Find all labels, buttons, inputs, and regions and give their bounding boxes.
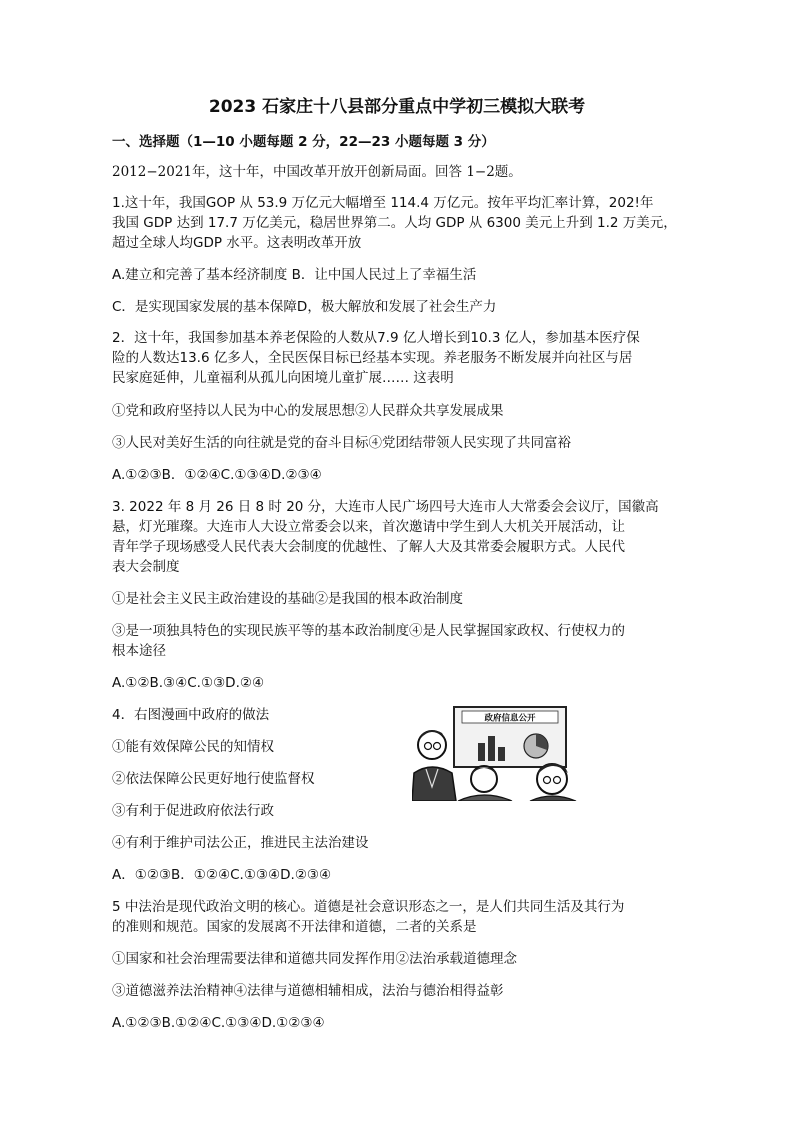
q3-statements-2b: 根本途径 bbox=[112, 643, 166, 659]
intro-text: 2012−2021年，这十年，中国改革开放开创新局面。回答 1−2题。 bbox=[112, 164, 522, 180]
q5-line-1: 5 中法治是现代政治文明的核心。道德是社会意识形态之一，是人们共同生活及其行为 bbox=[112, 899, 625, 915]
q2-line-1: 2．这十年，我国参加基本养老保险的人数从7.9 亿人增长到10.3 亿人，参加基本医疗保 bbox=[112, 330, 640, 346]
q1-line-2: 我国 GDP 达到 17.7 万亿美元，稳居世界第二。人均 GDP 从 6300 美元上升到 1.2 万美元， bbox=[112, 215, 677, 231]
q5-options: A.①②③B.①②④C.①③④D.①②③④ bbox=[112, 1015, 325, 1031]
q5-statements-1: ①国家和社会治理需要法律和道德共同发挥作用②法治承载道德理念 bbox=[112, 951, 517, 967]
q3-line-3: 青年学子现场感受人民代表大会制度的优越性、了解人大及其常委会履职方式。人民代 bbox=[112, 539, 625, 555]
q4-statement-4: ④有利于维护司法公正，推进民主法治建设 bbox=[112, 835, 369, 851]
section-heading: 一、选择题（1—10 小题每题 2 分，22—23 小题每题 3 分） bbox=[112, 134, 495, 150]
q5-line-2: 的准则和规范。国家的发展离不开法律和道德，二者的关系是 bbox=[112, 919, 477, 935]
q4-stem: 4．右图漫画中政府的做法 bbox=[112, 707, 270, 723]
exam-title: 2023 石家庄十八县部分重点中学初三模拟大联考 bbox=[208, 97, 586, 117]
q1-line-1: 1.这十年，我国GOP 从 53.9 万亿元大幅增至 114.4 万亿元。按年平均汇率计算，202!年 bbox=[112, 195, 654, 211]
q1-options-ab: A.建立和完善了基本经济制度 B．让中国人民过上了幸福生活 bbox=[112, 267, 477, 283]
cartoon-board-text: 政府信息公开 bbox=[484, 713, 536, 724]
board-bar-icon bbox=[478, 743, 485, 761]
q3-line-2: 悬，灯光璀璨。大连市人大设立常委会以来，首次邀请中学生到人大机关开展活动，让 bbox=[112, 519, 625, 535]
q4-statement-3: ③有利于促进政府依法行政 bbox=[112, 803, 274, 819]
q4-options: A．①②③B．①②④C.①③④D.②③④ bbox=[112, 867, 332, 883]
q2-options: A.①②③B．①②④C.①③④D.②③④ bbox=[112, 467, 322, 483]
board-bar-icon-3 bbox=[498, 747, 505, 761]
person-middle-body-icon bbox=[458, 795, 512, 801]
government-info-cartoon bbox=[412, 703, 578, 801]
q3-options: A.①②B.③④C.①③D.②④ bbox=[112, 675, 265, 691]
q2-line-2: 险的人数达13.6 亿多人，全民医保目标已经基本实现。养老服务不断发展并向社区与居 bbox=[112, 350, 633, 366]
q1-options-cd: C．是实现国家发展的基本保障D，极大解放和发展了社会生产力 bbox=[112, 299, 497, 315]
q1-line-3: 超过全球人均GDP 水平。这表明改革开放 bbox=[112, 235, 362, 251]
board-bar-icon-2 bbox=[488, 736, 495, 761]
person-right-body-icon bbox=[530, 796, 576, 801]
q2-statements-2: ③人民对美好生活的向往就是党的奋斗目标④党团结带领人民实现了共同富裕 bbox=[112, 435, 571, 451]
q3-line-1: 3. 2022 年 8 月 26 日 8 时 20 分，大连市人民广场四号大连市人大常委会会议厅，国徽高 bbox=[112, 499, 659, 515]
q4-statement-2: ②依法保障公民更好地行使监督权 bbox=[112, 771, 315, 787]
q2-statements-1: ①党和政府坚持以人民为中心的发展思想②人民群众共享发展成果 bbox=[112, 403, 504, 419]
q5-statements-2: ③道德滋养法治精神④法律与道德相辅相成，法治与德治相得益彰 bbox=[112, 983, 504, 999]
q3-line-4: 表大会制度 bbox=[112, 559, 180, 575]
q2-line-3: 民家庭延伸，儿童福利从孤儿向困境儿童扩展…… 这表明 bbox=[112, 370, 454, 386]
q3-statements-1: ①是社会主义民主政治建设的基础②是我国的根本政治制度 bbox=[112, 591, 463, 607]
person-left-body-icon bbox=[412, 767, 456, 801]
q3-statements-2a: ③是一项独具特色的实现民族平等的基本政治制度④是人民掌握国家政权、行使权力的 bbox=[112, 623, 625, 639]
q4-statement-1: ①能有效保障公民的知情权 bbox=[112, 739, 274, 755]
